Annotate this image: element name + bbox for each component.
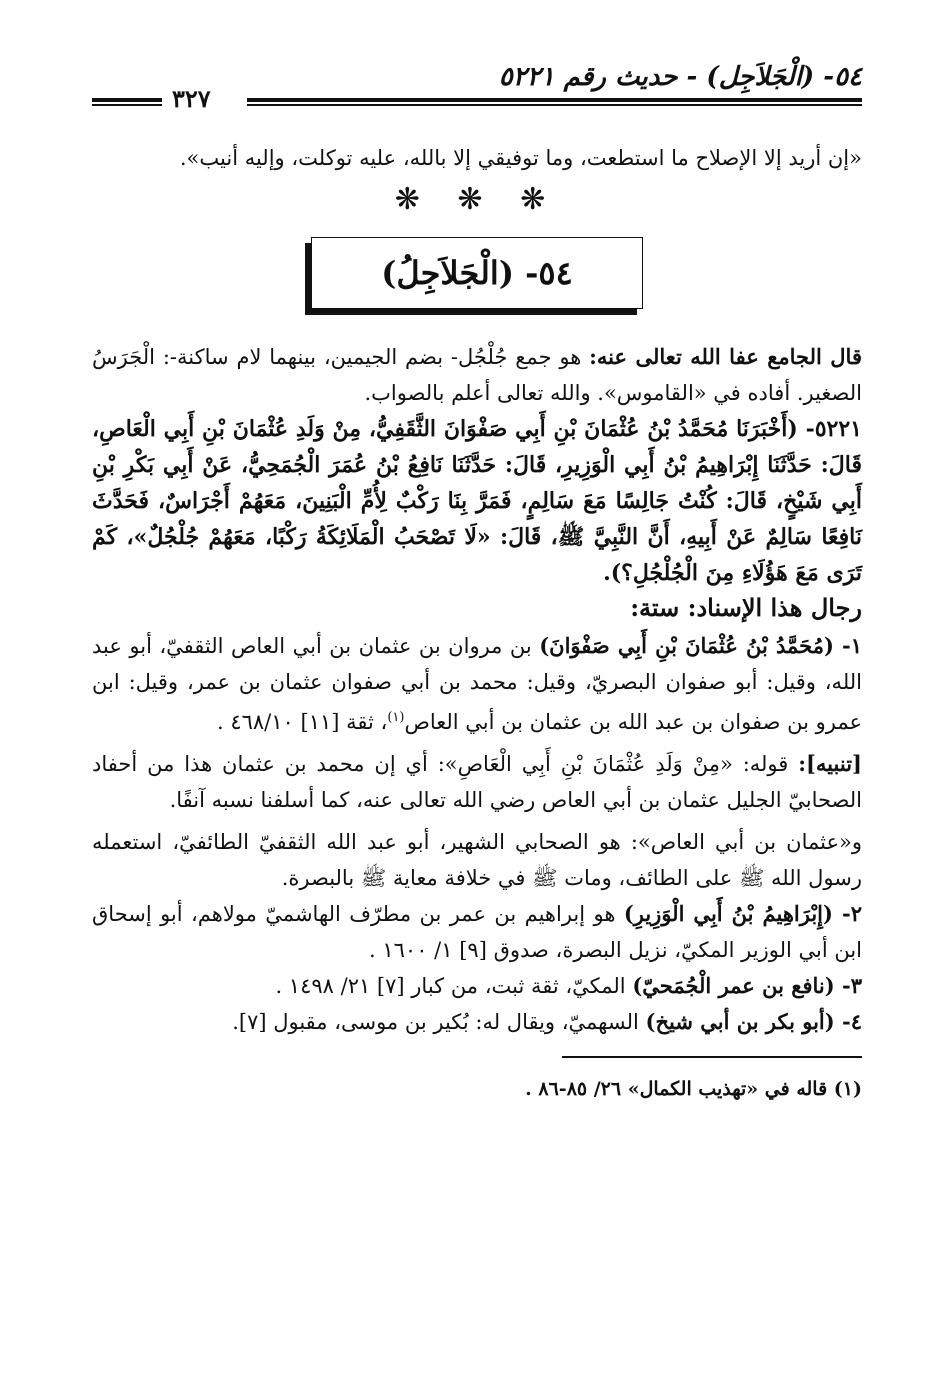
header-rule-left [92,98,162,106]
compiler-note [92,339,862,411]
tanbih-lead: [تنبيه]: [798,751,862,776]
chapter-heading: ٥٤- (الْجَلاَجِلُ) [311,237,643,309]
hadith-text: ٥٢٢١- (أَخْبَرَنَا مُحَمَّدُ بْنُ عُثْمَانَ بْنِ أَبِي صَفْوَانَ الثَّقَفِيُّ، مِنْ وَلَدِ عُثْمَانَ بْنِ أَبِي الْعَاصِ، قَالَ: حَدَّثَنَا إِبْرَاهِيمُ بْنُ أَبِي الْوَزِيرِ، قَالَ: حَدَّثَنَا نَافِعُ بْنُ عُمَرَ الْجُمَحِيُّ، عَنْ أَبِي بَكْرِ بْنِ أَبِي شَيْخٍ، قَالَ: كُنْتُ جَالِسًا مَعَ سَالِمٍ، فَمَرَّ بِنَا رَكْبٌ لِأُمِّ الْبَنِينَ، مَعَهُمْ أَجْرَاسٌ، فَحَدَّثَ نَافِعًا سَالِمٌ عَنْ أَبِيهِ، أَنَّ النَّبِيَّ ﷺ، قَالَ: «لَا تَصْحَبُ الْمَلَائِكَةُ رَكْبًا، مَعَهُمْ جُلْجُلٌ»، كَمْ تَرَى مَعَ هَؤُلَاءِ مِنَ الْجُلْجُلِ؟). [92,416,862,586]
running-title: ٥٤- (الْجَلاَجِل) - حديث رقم ٥٢٢١ [498,62,862,92]
compiler-note-lead: قال الجامع عفا الله تعالى عنه: [589,344,862,369]
footnote-ref: (١) [387,710,405,725]
compiler-note-text: هو جمع جُلْجُل- بضم الجيمين، بينهما لام ساكنة-: الْجَرَسُ الصغير. أفاده في «القاموس». والله تعالى أعلم بالصواب. [92,345,862,405]
page-header [92,40,862,113]
intro-quote: «إن أريد إلا الإصلاح ما استطعت، وما توفيقي إلا بالله، عليه توكلت، وإليه أنيب». [179,146,862,170]
page-number: ٣٢٧ [172,84,211,113]
narrator-name: ٢- (إِبْرَاهِيمُ بْنُ أَبِي الْوَزِيرِ) [623,901,862,926]
book-page [92,40,862,1350]
footnote-divider [562,1056,862,1058]
tanbih-note [92,746,862,818]
narrator-entry-2 [92,896,862,968]
narrator-bio: المكيّ، ثقة ثبت، من كبار [٧] ٢١/ ١٤٩٨ . [275,974,626,998]
narrator-entry-3 [92,968,862,1004]
narrator-bio: هو إبراهيم بن عمر بن مطرّف الهاشميّ مولاهم، أبو إسحاق ابن أبي الوزير المكيّ، نزيل البصرة، صدوق [٩] ١/ ١٦٠٠ . [92,902,862,962]
narrator-name: ١- (مُحَمَّدُ بْنُ عُثْمَانَ بْنِ أَبِي صَفْوَانَ) [539,633,862,658]
footnote: (١) قاله في «تهذيب الكمال» ٢٦/ ٨٥-٨٦ . [525,1078,862,1100]
narrator-entry-1 [92,628,862,740]
narrator-grade: ، ثقة [١١] ٤٦٨/١٠ . [216,710,388,734]
header-rule-right [247,98,862,106]
tanbih-text: قوله: «مِنْ وَلَدِ عُثْمَانَ بْنِ أَبِي الْعَاصِ»: أي إن محمد بن عثمان هذا من أحفاد الصحابيّ الجليل عثمان بن أبي العاص رضي الله تعالى عنه، كما أسلفنا نسبه آنفًا. [92,752,862,812]
narrator-name: ٣- (نافع بن عمر الْجُمَحيّ) [632,973,862,998]
chapter-box-wrap [92,237,862,309]
section-separator: ❋ ❋ ❋ [394,182,560,217]
narrator-bio: السهميّ، ويقال له: بُكير بن موسى، مقبول [٧]. [232,1010,639,1034]
narrator-bio: بن مروان بن عثمان بن أبي العاص الثقفيّ، أبو عبد الله، وقيل: أبو صفوان البصريّ، وقيل: محمد بن أبي صفوان عثمان بن عمر، وقيل: ابن عمرو بن صفوان بن عبد الله بن عثمان بن أبي العاص [92,634,862,734]
uthman-note: و«عثمان بن أبي العاص»: هو الصحابي الشهير، أبو عبد الله الثقفيّ الطائفيّ، استعمله رسول الله ﷺ على الطائف، ومات ﷺ في خلافة معاية ﷺ بالبصرة. [92,830,862,890]
narrator-name: ٤- (أبو بكر بن أبي شيخ) [645,1009,862,1034]
narrator-entry-4 [92,1004,862,1040]
narrators-heading: رجال هذا الإسناد: ستة: [630,593,862,622]
